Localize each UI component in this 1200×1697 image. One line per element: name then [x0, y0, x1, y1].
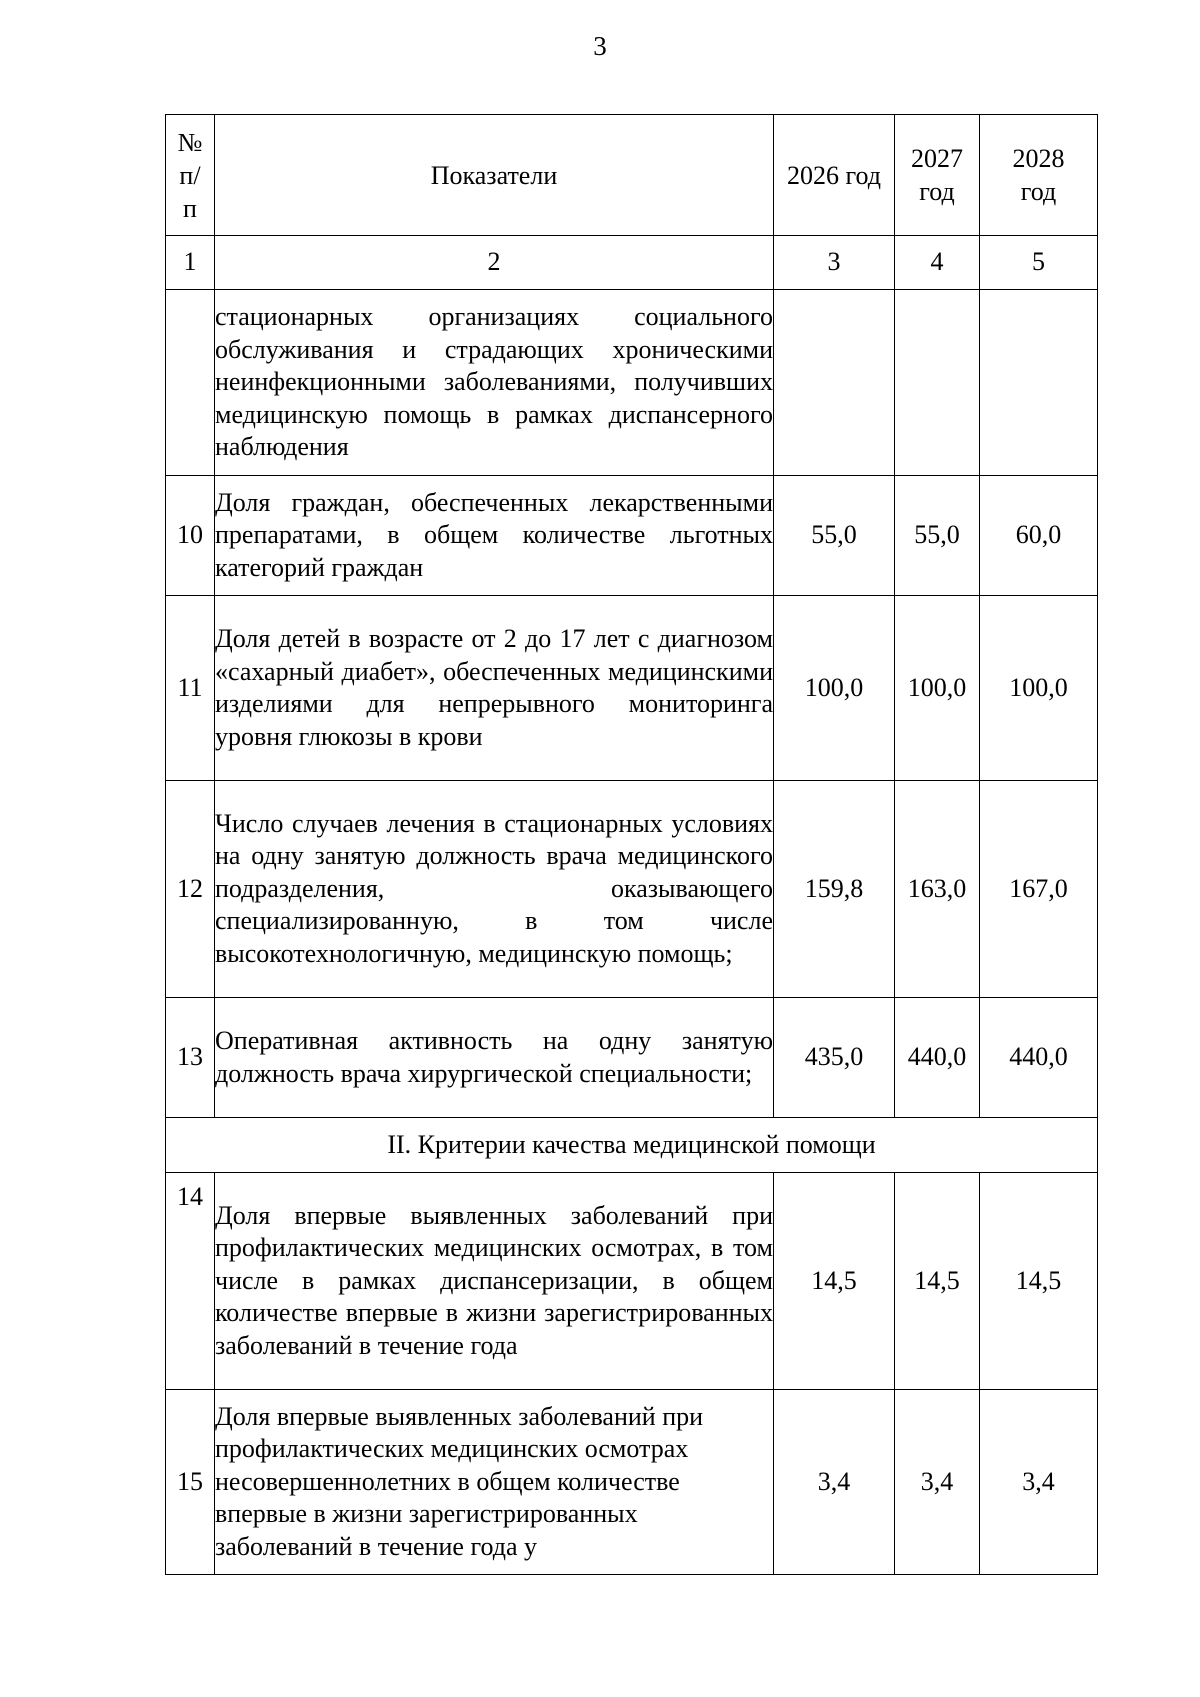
row-indicator: Доля впервые выявленных заболеваний при профилактических медицинских осмотрах, в том числе в рамках диспансеризации, в общем количестве впервые в жизни зарегистрированных заболеваний в течение года [215, 1173, 774, 1390]
row-value-2028: 14,5 [980, 1173, 1098, 1390]
header-number-line-2: п/ [179, 160, 201, 190]
column-number: 3 [774, 236, 895, 290]
row-number [166, 290, 215, 476]
header-2028 [980, 115, 1098, 236]
header-2028-line-1: 2028 [1012, 144, 1065, 173]
column-number: 1 [166, 236, 215, 290]
row-value-2026: 55,0 [774, 476, 895, 596]
header-number-line-3: п [183, 193, 197, 223]
row-indicator: Число случаев лечения в стационарных условиях на одну занятую должность врача медицинского подразделения, оказывающего специализированную, в том числе высокотехнологичную, медицинскую помощь; [215, 781, 774, 998]
row-number: 14 [166, 1173, 215, 1390]
header-row [166, 115, 1098, 236]
row-value-2027: 100,0 [895, 596, 980, 781]
table-row [166, 781, 1098, 998]
column-number: 5 [980, 236, 1098, 290]
row-value-2028: 100,0 [980, 596, 1098, 781]
page-number: 3 [593, 31, 607, 61]
column-numbers-row [166, 236, 1098, 290]
row-value-2026 [774, 290, 895, 476]
row-indicator: Доля детей в возрасте от 2 до 17 лет с диагнозом «сахарный диабет», обеспеченных медицинскими изделиями для непрерывного мониторинга уровня глюкозы в крови [215, 596, 774, 781]
header-2027-line-2: год [919, 177, 955, 206]
row-value-2027: 55,0 [895, 476, 980, 596]
row-value-2026: 3,4 [774, 1390, 895, 1575]
header-indicators: Показатели [215, 115, 774, 236]
header-2027 [895, 115, 980, 236]
header-2027-line-1: 2027 [911, 144, 963, 173]
section-row [166, 1118, 1098, 1173]
row-value-2028: 440,0 [980, 998, 1098, 1118]
row-value-2026: 435,0 [774, 998, 895, 1118]
row-indicator: стационарных организациях социального обслуживания и страдающих хроническими неинфекционными заболеваниями, получивших медицинскую помощь в рамках диспансерного наблюдения [215, 290, 774, 476]
column-number: 2 [215, 236, 774, 290]
row-indicator: Доля граждан, обеспеченных лекарственными препаратами, в общем количестве льготных категорий граждан [215, 476, 774, 596]
table-row [166, 290, 1098, 476]
row-number: 11 [166, 596, 215, 781]
row-number: 10 [166, 476, 215, 596]
row-indicator: Оперативная активность на одну занятую должность врача хирургической специальности; [215, 998, 774, 1118]
indicators-table [165, 114, 1098, 1575]
row-value-2028: 3,4 [980, 1390, 1098, 1575]
row-value-2026: 14,5 [774, 1173, 895, 1390]
table-row [166, 596, 1098, 781]
row-value-2027 [895, 290, 980, 476]
row-value-2028: 167,0 [980, 781, 1098, 998]
header-2028-line-2: год [1020, 177, 1057, 206]
table-row [166, 1173, 1098, 1390]
column-number: 4 [895, 236, 980, 290]
row-value-2027: 163,0 [895, 781, 980, 998]
row-indicator: Доля впервые выявленных заболеваний при профилактических медицинских осмотрах несовершеннолетних в общем количестве впервые в жизни зарегистрированных заболеваний в течение года у [215, 1390, 774, 1575]
table-row [166, 998, 1098, 1118]
section-title: II. Критерии качества медицинской помощи [166, 1118, 1098, 1173]
row-value-2028 [980, 290, 1098, 476]
table-row [166, 1390, 1098, 1575]
row-value-2028: 60,0 [980, 476, 1098, 596]
row-value-2027: 14,5 [895, 1173, 980, 1390]
row-value-2027: 3,4 [895, 1390, 980, 1575]
row-value-2027: 440,0 [895, 998, 980, 1118]
header-number-line-1: № [177, 127, 203, 157]
table-row [166, 476, 1098, 596]
row-number: 15 [166, 1390, 215, 1575]
row-value-2026: 100,0 [774, 596, 895, 781]
row-number: 12 [166, 781, 215, 998]
header-number [166, 115, 215, 236]
header-2026: 2026 год [774, 115, 895, 236]
row-value-2026: 159,8 [774, 781, 895, 998]
row-number: 13 [166, 998, 215, 1118]
